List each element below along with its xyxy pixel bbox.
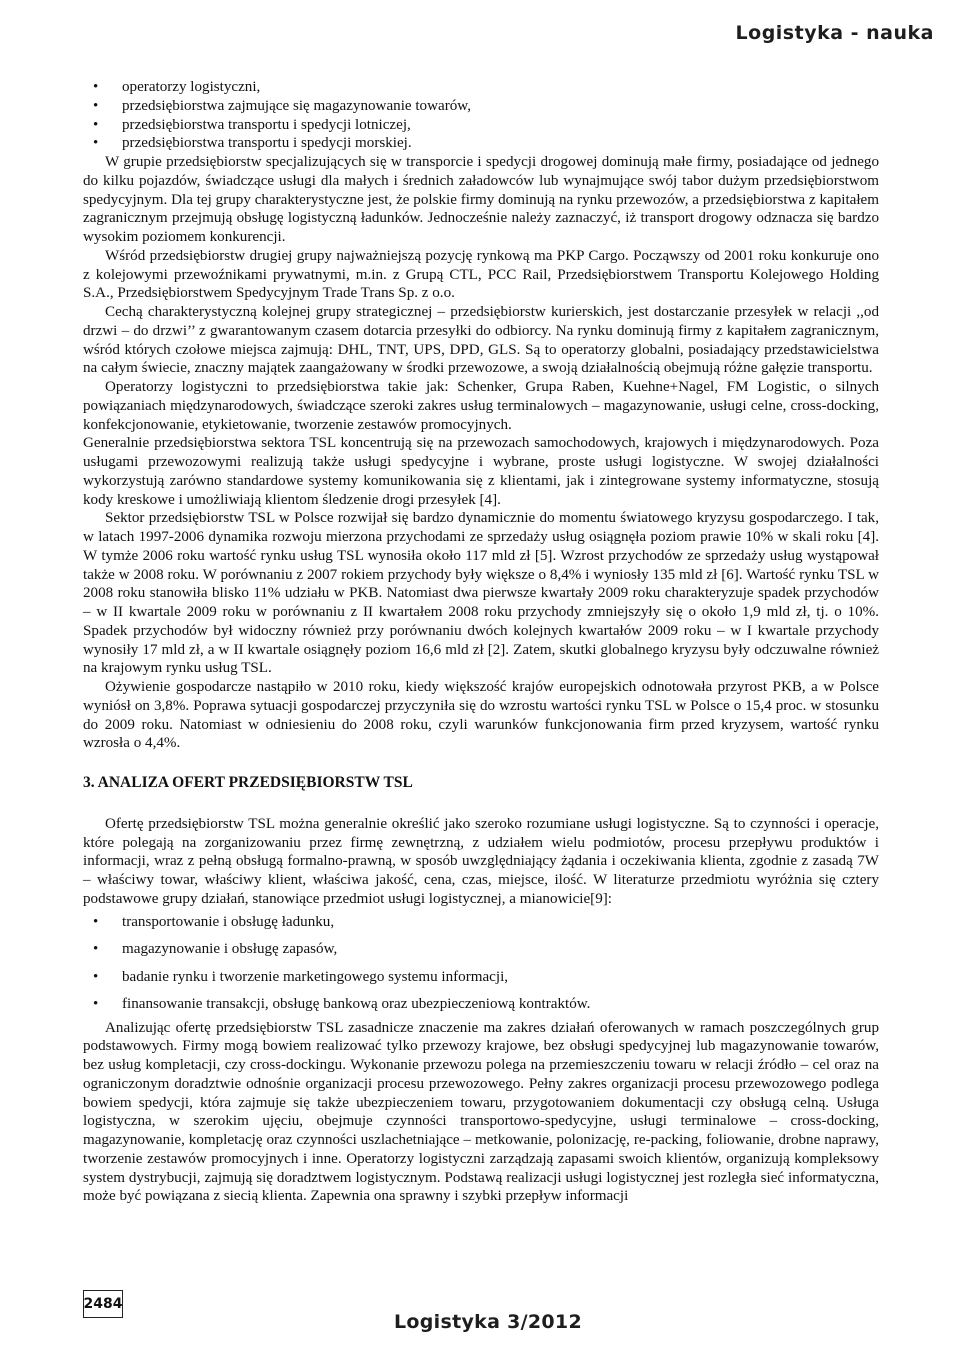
list-item: • transportowanie i obsługę ładunku, [83, 909, 879, 937]
bullet-list-bottom [83, 909, 879, 1019]
paragraph-sector-growth: Sektor przedsiębiorstw TSL w Polsce rozwijał się bardzo dynamicznie do momentu światowego kryzysu gospodarczego. I tak, w latach 1997-2006 dynamika rozwoju mierzona przychodami ze sprzedaży usług osiągnęła poziom prawie 10% w skali roku [4]. W tymże 2006 roku wartość rynku usług TSL wynosiła około 117 mld zł [5]. Wzrost przychodów ze sprzedaży usług wystąpował także w 2008 roku. W porównaniu z 2007 rokiem przychody były większe o 8,4% i wyniosły 135 mld zł [6]. Wartość rynku TSL w 2008 roku stanowiła blisko 11% udziału w PKB. Natomiast dwa pierwsze kwartały 2009 roku charakteryzuje spadek przychodów – w II kwartale 2009 roku w porównaniu z II kwartałem 2008 roku przychody zmniejszyły się o około 1,9 mld zł, tj. o 10%. Spadek przychodów był widoczny również przy porównaniu dwóch kolejnych kwartałów 2009 roku – w I kwartale przychody wynosiły 17 mld zł, a w II kwartale osiągnęły poziom 16,6 mld zł [2]. Zatem, skutki globalnego kryzysu były odczuwalne również na krajowym rynku usług TSL. [83, 510, 879, 677]
list-item: • badanie rynku i tworzenie marketingowego systemu informacji, [83, 964, 879, 992]
page-number: 2484 [83, 1296, 123, 1312]
paragraph-general: Generalnie przedsiębiorstwa sektora TSL koncentrują się na przewozach samochodowych, krajowych i międzynarodowych. Poza usługami przewozowymi realizują także usługi spedycyjne i wybrane, proste usługi logistyczne. W swojej działalności wykorzystują zarówno standardowe systemy komunikowania się z klientami, jak i zintegrowane systemy informatyczne, stosują kody kreskowe i umożliwiają klientom śledzenie drogi przesyłek [4]. [83, 435, 879, 508]
list-item: • przedsiębiorstwa transportu i spedycji lotniczej, [83, 116, 879, 135]
list-item: • finansowanie transakcji, obsługę bankową oraz ubezpieczeniową kontraktów. [83, 991, 879, 1019]
paragraph-recovery: Ożywienie gospodarcze nastąpiło w 2010 roku, kiedy większość krajów europejskich odnotowała przyrost PKB, a w Polsce wyniósł on 3,8%. Poprawa sytuacji gospodarczej przyczyniła się do wzrostu wartości rynku TSL w Polsce o 15,4 proc. w stosunku do 2009 roku. Natomiast w odniesieniu do 2008 roku, czyli warunków funkcjonowania firm przed kryzysem, wartość rynku wzrosła o 4,4%. [83, 679, 879, 752]
paragraph-rail-transport: Wśród przedsiębiorstw drugiej grupy najważniejszą pozycję rynkową ma PKP Cargo. Począwszy od 2001 roku konkuruje ono z kolejowymi przewoźnikami prywatnymi, m.in. z Grupą CTL, PCC Rail, Przedsiębiorstwem Transportu Kolejowego Holding S.A., Przedsiębiorstwem Spedycyjnym Trade Trans Sp. z o.o. [83, 247, 879, 302]
paragraph-courier: Cechą charakterystyczną kolejnej grupy strategicznej – przedsiębiorstw kurierskich, jest dostarczanie przesyłek w relacji ,,od drzwi – do drzwi’’ z gwarantowanym czasem dotarcia przesyłki do odbiorcy. Na rynku dominują firmy z kapitałem zagranicznym, wśród których czołowe miejsca zajmują: DHL, TNT, UPS, DPD, GLS. Są to operatorzy globalni, posiadający przedstawicielstwa na całym świecie, znaczny majątek zaangażowany w środki przewozowe, a swoją działalnością obejmują różne gałęzie transportu. [83, 304, 879, 377]
section-heading: 3. ANALIZA OFERT PRZEDSIĘBIORSTW TSL [83, 774, 413, 791]
list-item: • przedsiębiorstwa zajmujące się magazynowanie towarów, [83, 97, 879, 116]
paragraph-offer: Ofertę przedsiębiorstw TSL można generalnie określić jako szeroko rozumiane usługi logistyczne. Są to czynności i operacje, które polegają na zorganizowaniu przez firmę zewnętrzną, z udziałem wielu podmiotów, procesu przepływu produktów i informacji, wraz z pełną obsługą formalno-prawną, w sposób uwzględniający żądania i oczekiwania klienta, zgodnie z zasadą 7W – właściwy towar, właściwy klient, właściwa jakość, cena, czas, miejsce, ilość. W literaturze przedmiotu wyróżnia się cztery podstawowe grupy działań, stanowiące przedmiot usługi logistycznej, a mianowicie[9]: [83, 815, 879, 907]
paragraph-logistics-operators: Operatorzy logistyczni to przedsiębiorstwa takie jak: Schenker, Grupa Raben, Kuehne+Nagel, FM Logistic, o silnych powiązaniach międzynarodowych, świadczące szeroki zakres usług terminalowych – magazynowanie, usługi celne, cross-docking, konfekcjonowanie, etykietowanie, tworzenie zestawów promocyjnych. [83, 379, 879, 433]
paragraph-road-transport: W grupie przedsiębiorstw specjalizujących się w transporcie i spedycji drogowej dominują małe firmy, posiadające od jednego do kilku pojazdów, świadczące usługi dla małych i średnich załadowców lub wynajmujące swój tabor dużym przedsiębiorstwom spedycyjnym. Dla tej grupy charakterystyczne jest, że polskie firmy dominują na rynku przewozów, a przedsiębiorstwa z kapitałem zagranicznym przejmują obsługę logistyczną ładunków. Jednocześnie należy zaznaczyć, iż transport drogowy odznacza się bardzo wysokim poziomem konkurencji. [83, 154, 879, 245]
header-title: Logistyka - nauka [735, 22, 934, 44]
list-item: • magazynowanie i obsługę zapasów, [83, 936, 879, 964]
list-item: • operatorzy logistyczni, [83, 78, 879, 97]
bullet-list-top [83, 78, 879, 153]
paragraph-analysis: Analizując ofertę przedsiębiorstw TSL zasadnicze znaczenie ma zakres działań oferowanych w ramach poszczególnych grup podstawowych. Firmy mogą bowiem realizować tylko przewozy krajowe, bez obsługi spedycyjnej lub magazynowanie towarów, bez usług kompletacji, czy cross-dockingu. Wykonanie przewozu polega na przemieszczeniu towaru w relacji źródło – cel oraz na ograniczonym doradztwie odnośnie organizacji procesu przewozowego. Pełny zakres organizacji procesu przewozowego podlega bowiem spedycji, która zajmuje się także ubezpieczeniem towaru, przygotowaniem dokumentacji czy obsługą celną. Usługa logistyczna, w szerokim ujęciu, obejmuje czynności transportowo-spedycyjne, usługi terminalowe – cross-docking, magazynowanie, kompletację oraz czynności uszlachetniające – metkowanie, polonizację, re-packing, foliowanie, drobne naprawy, tworzenie zestawów promocyjnych i inne. Operatorzy logistyczni zarządzają zapasami swoich klientów, organizują kompleksowy system dystrybucji, zajmują się doradztwem logistycznym. Podstawą realizacji usługi logistycznej jest rozległa sieć informatyczna, może być powiązana z siecią klienta. Zapewnia ona sprawny i szybki przepływ informacji [83, 1019, 879, 1205]
page-number-box [83, 1290, 123, 1318]
list-item: • przedsiębiorstwa transportu i spedycji morskiej. [83, 134, 879, 153]
page-header [0, 0, 960, 62]
footer-journal-title: Logistyka 3/2012 [394, 1311, 582, 1333]
article-body [83, 78, 879, 1206]
